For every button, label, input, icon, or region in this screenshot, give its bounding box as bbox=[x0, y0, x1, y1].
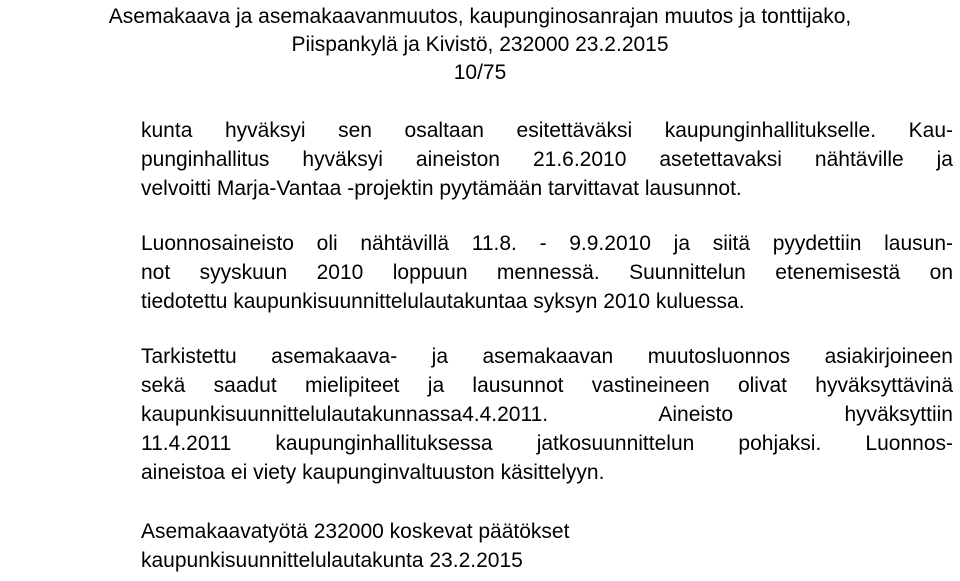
decision-item: kaupunkisuunnittelulautakunta 23.2.2015 bbox=[141, 549, 523, 572]
paragraph-gap bbox=[141, 316, 953, 342]
text-line: kaupunkisuunnittelulautakunnassa4.4.2011. Aineisto hyväksyttiin bbox=[141, 403, 953, 426]
page-header bbox=[0, 3, 960, 87]
text-line: tiedotettu kaupunkisuunnittelulautakuntaa syksyn 2010 kuluessa. bbox=[141, 290, 745, 313]
section-heading: Asemakaavatyötä 232000 koskevat päätökset bbox=[141, 520, 570, 543]
text-line: Tarkistettu asemakaava- ja asemakaavan muutosluonnos asiakirjoineen bbox=[141, 345, 953, 368]
paragraph-draft-display bbox=[141, 229, 953, 316]
text-line: velvoitti Marja-Vantaa -projektin pyytämään tarvittavat lausunnot. bbox=[141, 177, 742, 200]
paragraph-revised-draft bbox=[141, 342, 953, 487]
document-body bbox=[141, 116, 953, 575]
text-line: 11.4.2011 kaupunginhallituksessa jatkosuunnittelun pohjaksi. Luonnos- bbox=[141, 432, 953, 455]
paragraph-approval bbox=[141, 116, 953, 203]
paragraph-gap bbox=[141, 203, 953, 229]
header-title-line-2: Piispankylä ja Kivistö, 232000 23.2.2015 bbox=[291, 33, 669, 56]
text-line: aineistoa ei viety kaupunginvaltuuston käsittelyyn. bbox=[141, 461, 605, 484]
text-line: kunta hyväksyi sen osaltaan esitettäväksi kaupunginhallitukselle. Kau- bbox=[141, 119, 953, 142]
paragraph-gap bbox=[141, 487, 953, 517]
header-title-line-1: Asemakaava ja asemakaavanmuutos, kaupunginosanrajan muutos ja tonttijako, bbox=[108, 5, 852, 28]
text-line: Luonnosaineisto oli nähtävillä 11.8. - 9.9.2010 ja siitä pyydettiin lausun- bbox=[141, 232, 953, 255]
text-line: not syyskuun 2010 loppuun mennessä. Suunnittelun etenemisestä on bbox=[141, 261, 953, 284]
paragraph-decisions bbox=[141, 517, 953, 575]
page-number: 10/75 bbox=[453, 61, 507, 84]
text-line: punginhallitus hyväksyi aineiston 21.6.2010 asetettavaksi nähtäville ja bbox=[141, 148, 953, 171]
text-line: sekä saadut mielipiteet ja lausunnot vastineineen olivat hyväksyttävinä bbox=[141, 374, 953, 397]
